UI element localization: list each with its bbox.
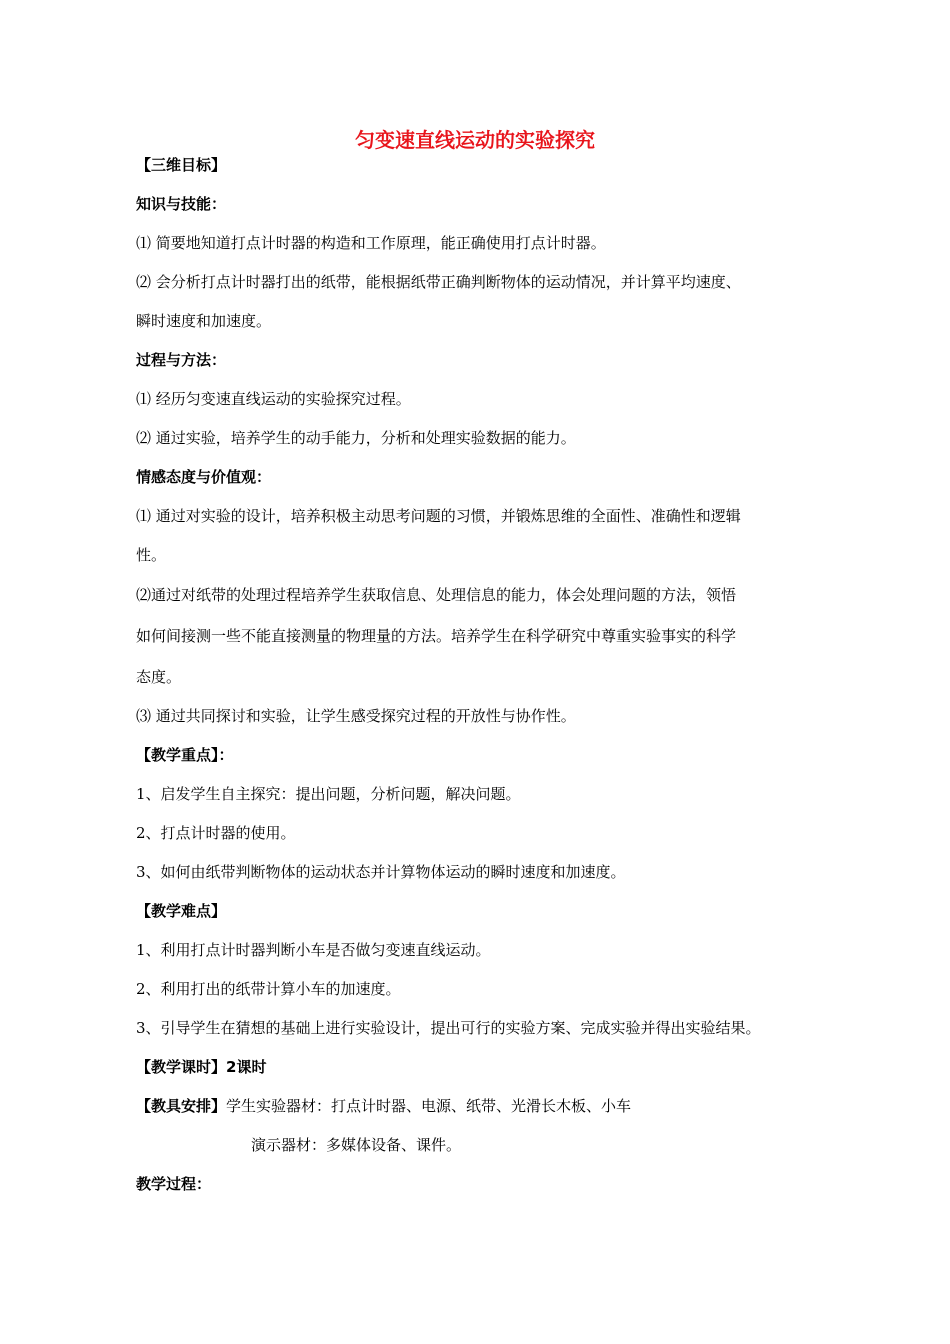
process-heading: 过程与方法： — [136, 351, 227, 369]
difficulties-heading: 【教学难点】 — [136, 902, 227, 920]
key-point-1: 1、启发学生自主探究：提出问题，分析问题，解决问题。 — [136, 785, 521, 803]
equipment-row — [136, 1096, 631, 1116]
attitude-item-1-cont: 性。 — [136, 546, 167, 564]
key-point-3: 3、如何由纸带判断物体的运动状态并计算物体运动的瞬时速度和加速度。 — [136, 863, 626, 881]
equipment-label: 【教具安排】 — [136, 1097, 227, 1115]
knowledge-item-1: ⑴ 简要地知道打点计时器的构造和工作原理，能正确使用打点计时器。 — [136, 234, 606, 252]
hours-value: 2课时 — [226, 1058, 267, 1076]
key-points-heading: 【教学重点】： — [136, 746, 234, 764]
knowledge-heading: 知识与技能： — [136, 195, 227, 213]
difficulty-2: 2、利用打出的纸带计算小车的加速度。 — [136, 980, 401, 998]
objectives-heading: 【三维目标】 — [136, 156, 227, 174]
knowledge-item-2-cont: 瞬时速度和加速度。 — [136, 312, 272, 330]
attitude-item-2-cont: 如何间接测一些不能直接测量的物理量的方法。培养学生在科学研究中尊重实验事实的科学 — [136, 627, 737, 645]
attitude-heading: 情感态度与价值观： — [136, 468, 272, 486]
equipment-students: 学生实验器材：打点计时器、电源、纸带、光滑长木板、小车 — [226, 1097, 632, 1115]
process-section-heading: 教学过程： — [136, 1175, 212, 1193]
attitude-item-2-cont2: 态度。 — [136, 668, 182, 686]
attitude-item-2: ⑵通过对纸带的处理过程培养学生获取信息、处理信息的能力，体会处理问题的方法，领悟 — [136, 586, 737, 604]
difficulty-1: 1、利用打点计时器判断小车是否做匀变速直线运动。 — [136, 941, 491, 959]
process-item-1: ⑴ 经历匀变速直线运动的实验探究过程。 — [136, 390, 411, 408]
equipment-demo: 演示器材：多媒体设备、课件。 — [251, 1136, 462, 1154]
knowledge-item-2: ⑵ 会分析打点计时器打出的纸带，能根据纸带正确判断物体的运动情况，并计算平均速度、 — [136, 273, 741, 291]
hours-label: 【教学课时】 — [136, 1058, 227, 1076]
key-point-2: 2、打点计时器的使用。 — [136, 824, 296, 842]
process-item-2: ⑵ 通过实验，培养学生的动手能力，分析和处理实验数据的能力。 — [136, 429, 576, 447]
document-title: 匀变速直线运动的实验探究 — [355, 128, 595, 152]
attitude-item-3: ⑶ 通过共同探讨和实验，让学生感受探究过程的开放性与协作性。 — [136, 707, 576, 725]
attitude-item-1: ⑴ 通过对实验的设计，培养积极主动思考问题的习惯，并锻炼思维的全面性、准确性和逻辑 — [136, 507, 741, 525]
hours-row — [136, 1057, 266, 1077]
difficulty-3: 3、引导学生在猜想的基础上进行实验设计，提出可行的实验方案、完成实验并得出实验结果。 — [136, 1019, 761, 1037]
